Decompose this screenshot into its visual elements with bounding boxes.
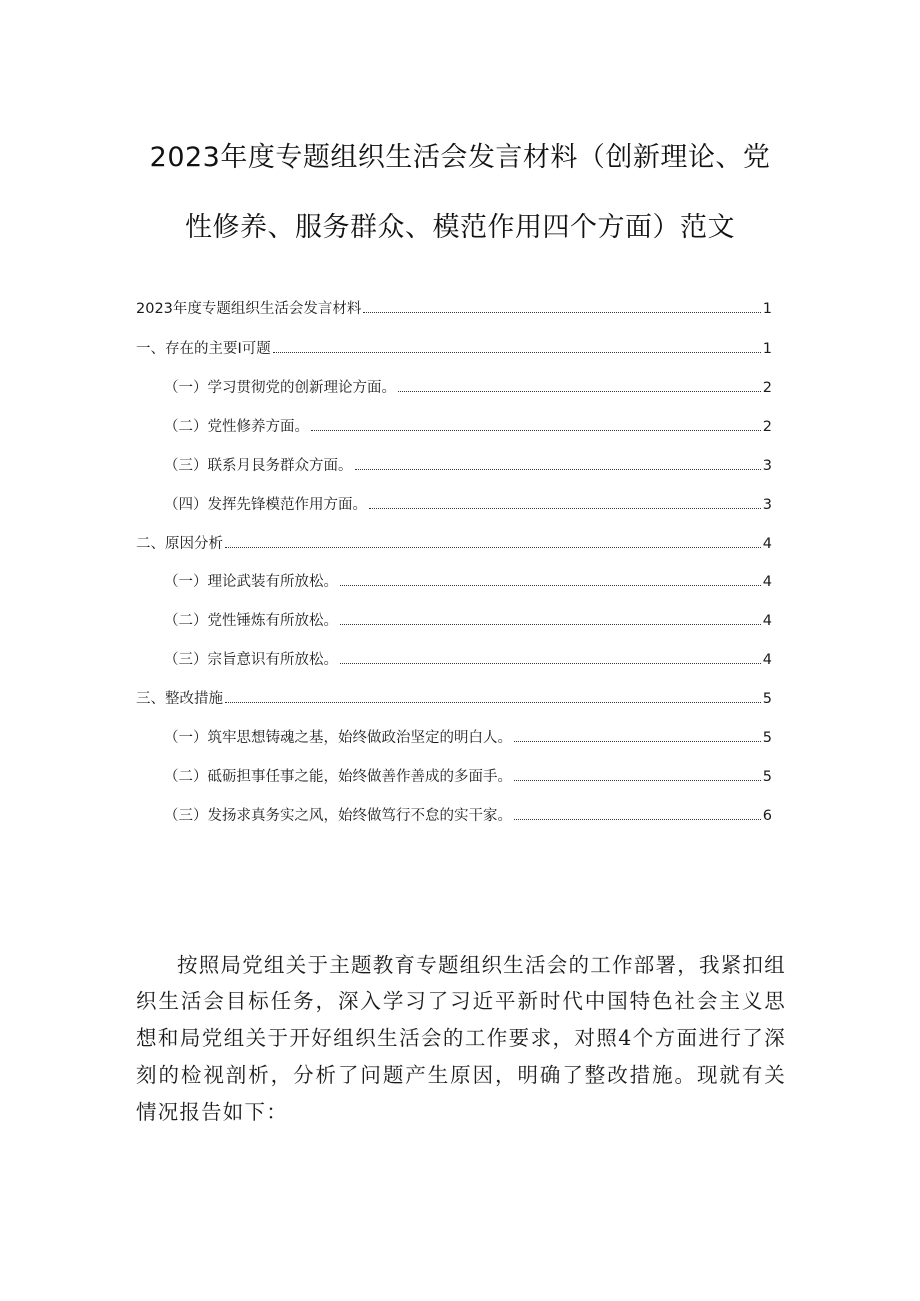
- toc-entry-page: 5: [762, 769, 772, 785]
- toc-entry-page: 5: [762, 691, 772, 707]
- toc-entry: [136, 687, 772, 708]
- toc-entry: [164, 804, 772, 825]
- toc-entry-page: 4: [762, 536, 772, 552]
- toc-entry-label: （二）砥砺担事任事之能，始终做善作善成的多面手。: [164, 769, 512, 785]
- toc-entry: [164, 570, 772, 591]
- toc-entry: [164, 493, 772, 514]
- toc-entry-label: （三）发扬求真务实之风，始终做笃行不怠的实干家。: [164, 808, 512, 824]
- toc-dot-leader: [369, 508, 761, 509]
- toc-entry-page: 2: [762, 419, 772, 435]
- toc-entry-label: （二）党性修养方面。: [164, 419, 309, 435]
- toc-entry: [164, 376, 772, 397]
- toc-dot-leader: [514, 819, 761, 820]
- toc-entry: [164, 765, 772, 786]
- toc-entry-label: （三）宗旨意识有所放松。: [164, 652, 338, 668]
- toc-entry: [164, 726, 772, 747]
- toc-entry-page: 2: [762, 380, 772, 396]
- toc-dot-leader: [340, 585, 761, 586]
- toc-entry-page: 1: [762, 341, 772, 357]
- toc-entry-label: （一）筑牢思想铸魂之基，始终做政治坚定的明白人。: [164, 730, 512, 746]
- toc-dot-leader: [273, 352, 761, 353]
- document-title-line-2: 性修养、服务群众、模范作用四个方面）范文: [185, 212, 735, 243]
- toc-entry-label: 2023年度专题组织生活会发言材料: [136, 301, 362, 317]
- toc-dot-leader: [225, 702, 761, 703]
- toc-entry: [136, 532, 772, 553]
- toc-entry: [164, 609, 772, 630]
- toc-dot-leader: [225, 547, 761, 548]
- toc-entry-label: （一）学习贯彻党的创新理论方面。: [164, 380, 396, 396]
- body-paragraph: 按照局党组关于主题教育专题组织生活会的工作部署，我紧扣组织生活会目标任务，深入学习了习近平新时代中国特色社会主义思想和局党组关于开好组织生活会的工作要求，对照4个方面进行了深刻的检视剖析，分析了问题产生原因，明确了整改措施。现就有关情况报告如下：: [136, 952, 786, 1124]
- toc-entry: [136, 337, 772, 358]
- toc-entry-page: 4: [762, 574, 772, 590]
- toc-entry: [164, 648, 772, 669]
- toc-entry-page: 4: [762, 613, 772, 629]
- toc-entry-label: （二）党性锤炼有所放松。: [164, 613, 338, 629]
- toc-entry-label: 二、原因分析: [136, 536, 223, 552]
- toc-entry-label: 三、整改措施: [136, 691, 223, 707]
- toc-entry-label: 一、存在的主要I可题: [136, 341, 271, 357]
- toc-dot-leader: [398, 391, 761, 392]
- toc-entry: [164, 415, 772, 436]
- toc-dot-leader: [340, 624, 761, 625]
- toc-dot-leader: [311, 430, 761, 431]
- toc-dot-leader: [355, 469, 761, 470]
- toc-entry: [164, 454, 772, 475]
- toc-entry-label: （四）发挥先锋模范作用方面。: [164, 497, 367, 513]
- toc-dot-leader: [514, 780, 761, 781]
- document-title-line-1: 2023年度专题组织生活会发言材料（创新理论、党: [149, 142, 771, 173]
- toc-entry-page: 1: [762, 301, 772, 317]
- toc-entry-page: 3: [762, 497, 772, 513]
- toc-entry-label: （三）联系月艮务群众方面。: [164, 458, 353, 474]
- toc-entry-page: 5: [762, 730, 772, 746]
- toc-dot-leader: [363, 312, 760, 313]
- toc-entry-page: 4: [762, 652, 772, 668]
- toc-entry-label: （一）理论武装有所放松。: [164, 574, 338, 590]
- toc-entry-page: 3: [762, 458, 772, 474]
- toc-entry-page: 6: [762, 808, 772, 824]
- toc-dot-leader: [514, 741, 761, 742]
- toc-entry: [136, 297, 772, 318]
- toc-dot-leader: [340, 663, 761, 664]
